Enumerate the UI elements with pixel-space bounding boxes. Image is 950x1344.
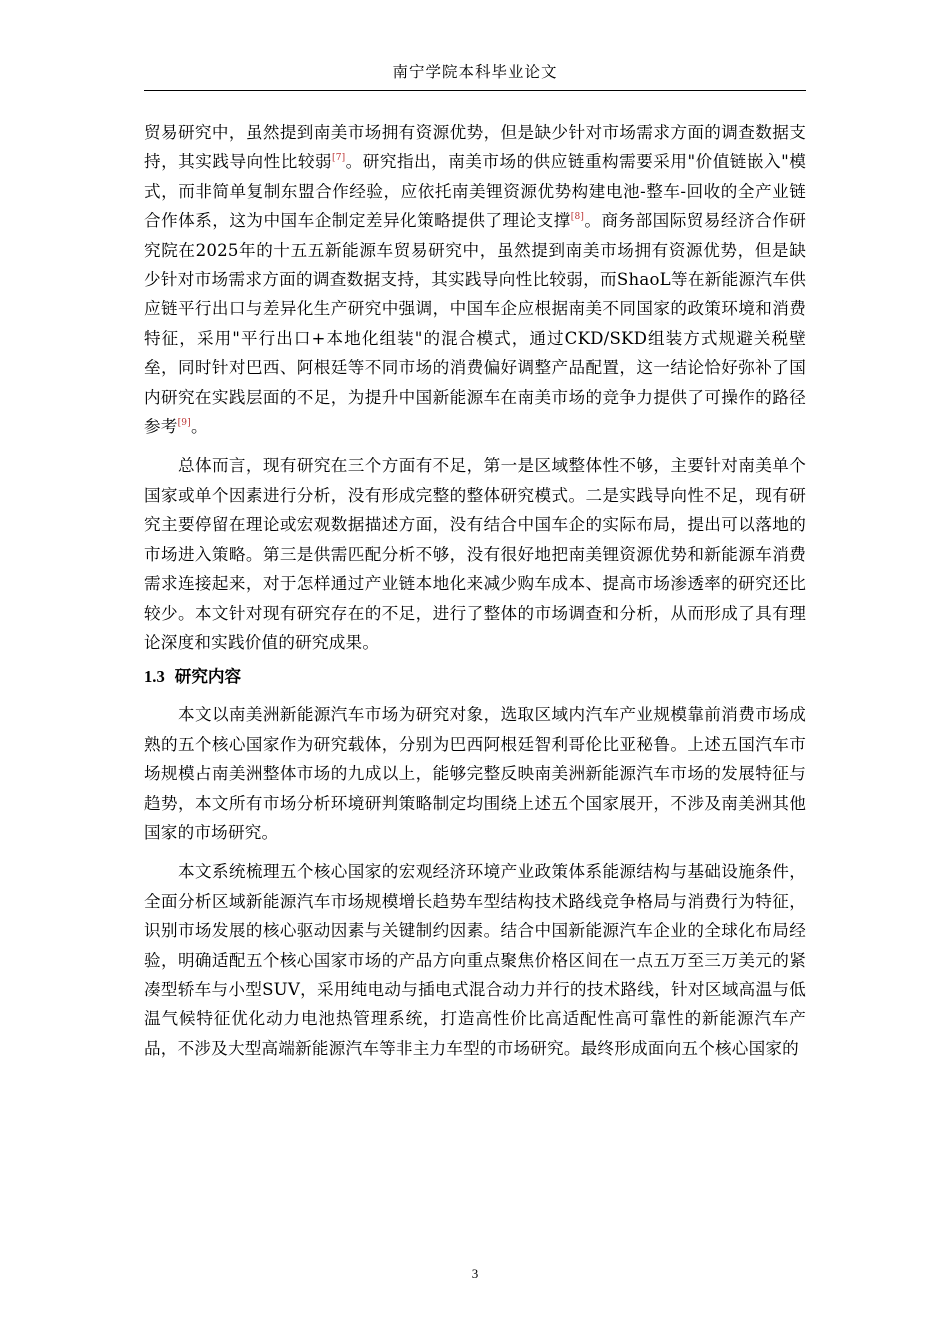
section-title: 研究内容 bbox=[174, 666, 242, 687]
citation-ref-8[interactable]: [8] bbox=[570, 212, 585, 223]
paragraph-text: 。研究指出，南美市场的供应链重构需要采用"价值链嵌入"模式，而非简单复制东盟合作经验，应依托南美锂资源优势构建电池-整车-回收的全产业链合作体系，这为中国车企制定差异化策略提供了理论支撑 bbox=[144, 152, 806, 231]
paragraph-research-scope: 本文以南美洲新能源汽车市场为研究对象，选取区域内汽车产业规模靠前消费市场成熟的五个核心国家作为研究载体，分别为巴西阿根廷智利哥伦比亚秘鲁。上述五国汽车市场规模占南美洲整体市场的九成以上，能够完整反映南美洲新能源汽车市场的发展特征与趋势，本文所有市场分析环境研判策略制定均围绕上述五个国家展开，不涉及南美洲其他国家的市场研究。 bbox=[144, 705, 806, 842]
section-heading bbox=[144, 663, 806, 690]
document-body bbox=[144, 118, 806, 1063]
running-header: 南宁学院本科毕业论文 bbox=[392, 63, 558, 81]
paragraph-text: 贸易研究中，虽然提到南美市场拥有资源优势，但是缺少针对市场需求方面的调查数据支持，其实践导向性比较弱 bbox=[144, 123, 806, 172]
paragraph-research-content: 本文系统梳理五个核心国家的宏观经济环境产业政策体系能源结构与基础设施条件，全面分析区域新能源汽车市场规模增长趋势车型结构技术路线竞争格局与消费行为特征，识别市场发展的核心驱动因素与关键制约因素。结合中国新能源汽车企业的全球化布局经验，明确适配五个核心国家市场的产品方向重点聚焦价格区间在一点五万至三万美元的紧凑型轿车与小型SUV，采用纯电动与插电式混合动力并行的技术路线，针对区域高温与低温气候特征优化动力电池热管理系统，打造高性价比高适配性高可靠性的新能源汽车产品，不涉及大型高端新能源汽车等非主力车型的市场研究。最终形成面向五个核心国家的 bbox=[144, 862, 806, 1058]
paragraph-text: 。商务部国际贸易经济合作研究院在2025年的十五五新能源车贸易研究中，虽然提到南美市场拥有资源优势，但是缺少针对市场需求方面的调查数据支持，其实践导向性比较弱，而ShaoL等在新能源汽车供应链平行出口与差异化生产研究中强调，中国车企应根据南美不同国家的政策环境和消费特征，采用"平行出口+本地化组装"的混合模式，通过CKD/SKD组装方式规避关税壁垒，同时针对巴西、阿根廷等不同市场的消费偏好调整产品配置，这一结论恰好弥补了国内研究在实践层面的不足，为提升中国新能源车在南美市场的竞争力提供了可操作的路径参考 bbox=[144, 211, 806, 437]
paragraph-literature-review-continued bbox=[144, 118, 806, 441]
citation-ref-9[interactable]: [9] bbox=[177, 418, 191, 429]
citation-ref-7[interactable]: [7] bbox=[332, 153, 346, 164]
header-divider bbox=[144, 90, 806, 91]
paragraph-summary: 总体而言，现有研究在三个方面有不足，第一是区域整体性不够，主要针对南美单个国家或单个因素进行分析，没有形成完整的整体研究模式。二是实践导向性不足，现有研究主要停留在理论或宏观数据描述方面，没有结合中国车企的实际布局，提出可以落地的市场进入策略。第三是供需匹配分析不够，没有很好地把南美锂资源优势和新能源车消费需求连接起来，对于怎样通过产业链本地化来减少购车成本、提高市场渗透率的研究还比较少。本文针对现有研究存在的不足，进行了整体的市场调查和分析，从而形成了具有理论深度和实践价值的研究成果。 bbox=[144, 456, 806, 652]
section-number: 1.3 bbox=[144, 667, 165, 687]
paragraph-text: 。 bbox=[190, 417, 208, 437]
page-number: 3 bbox=[471, 1266, 479, 1281]
